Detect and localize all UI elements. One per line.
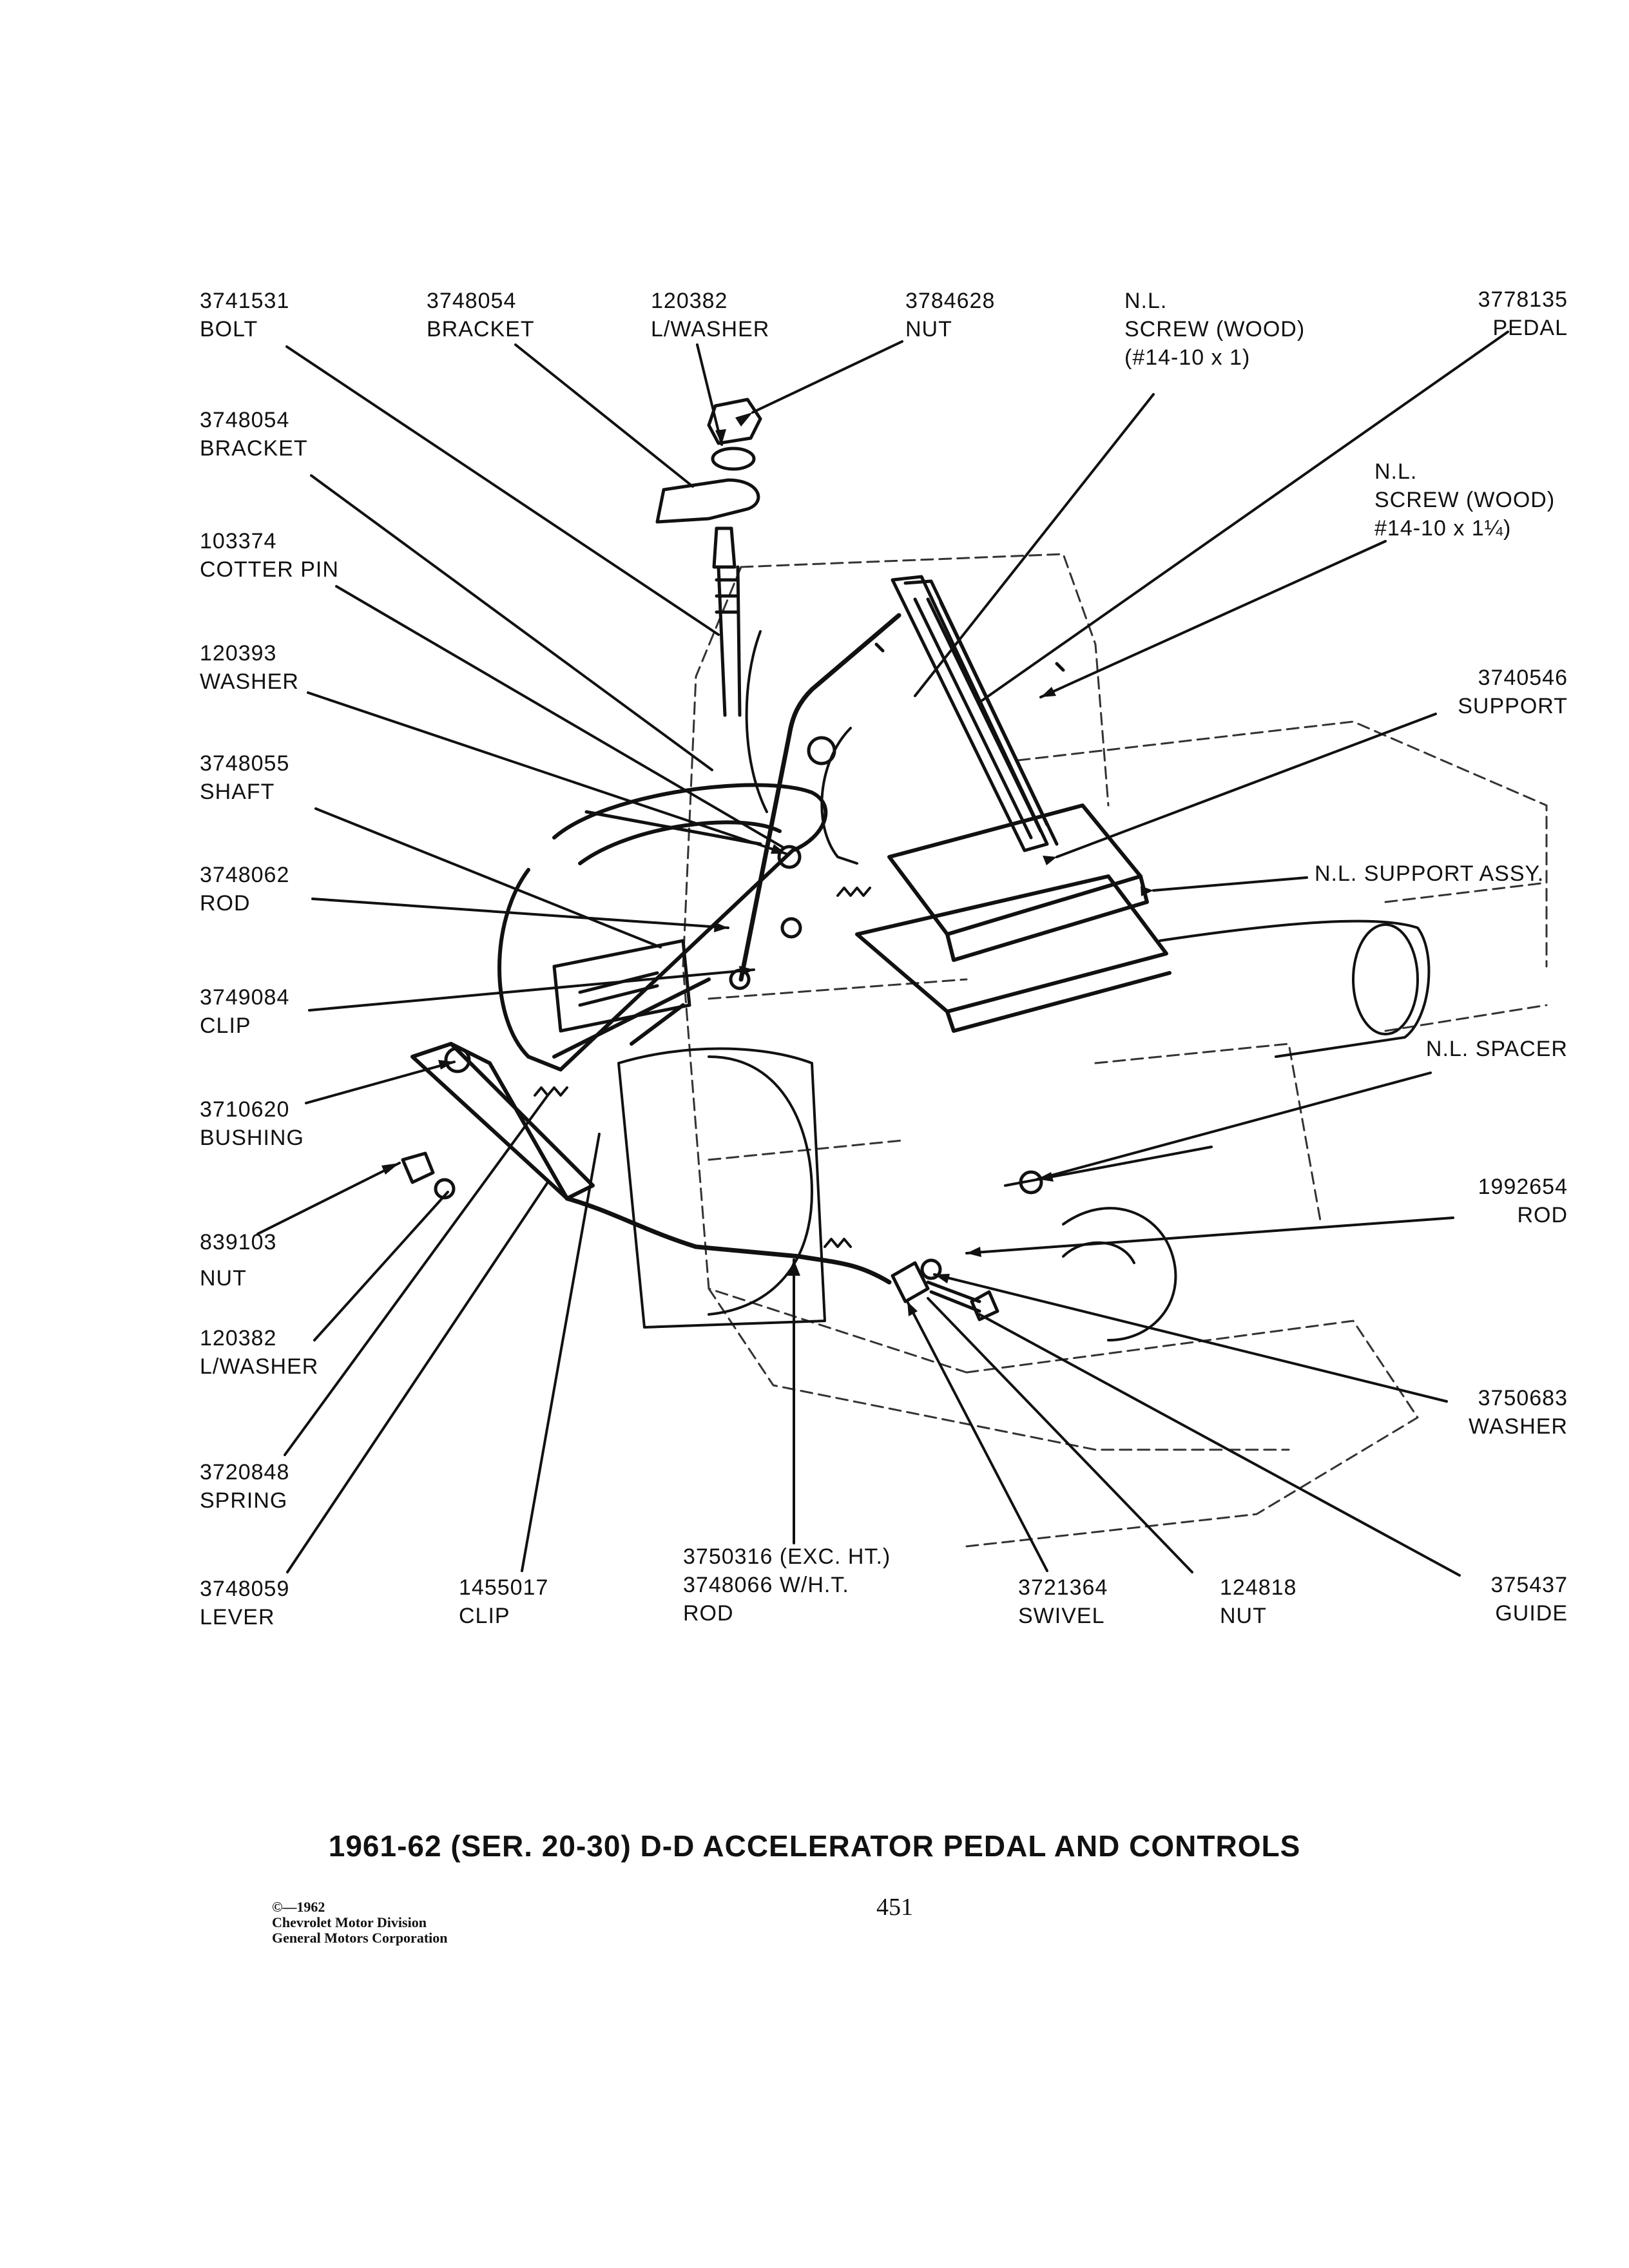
callout-swivel: 3721364 SWIVEL <box>1018 1575 1108 1628</box>
callout-washer-right: 3750683 WASHER <box>1469 1386 1568 1439</box>
page-title: 1961-62 (SER. 20-30) D-D ACCELERATOR PEDAL AND CONTROLS <box>328 1829 1301 1863</box>
leader-lines <box>258 332 1508 1575</box>
callout-rod-left: 3748062 ROD <box>200 863 290 916</box>
swivel-shape <box>892 1263 979 1311</box>
callout-guide: 375437 GUIDE <box>1490 1573 1568 1626</box>
shaft-housing <box>499 785 825 1070</box>
callout-spacer: N.L. SPACER <box>1425 1037 1568 1061</box>
top-bracket <box>657 480 758 522</box>
callout-spring: 3720848 SPRING <box>200 1460 290 1513</box>
callout-lwasher-top: 120382 L/WASHER <box>651 289 770 341</box>
callout-bushing: 3710620 BUSHING <box>200 1097 304 1150</box>
callout-cotter-pin: 103374 COTTER PIN <box>200 529 339 582</box>
callout-shaft: 3748055 SHAFT <box>200 751 290 804</box>
callout-bolt: 3741531 BOLT <box>200 289 290 341</box>
callout-nut-top: 3784628 NUT <box>905 289 996 341</box>
engine-body <box>619 631 1429 1340</box>
page-number: 451 <box>876 1894 913 1921</box>
callout-screw-wood-1: N.L. SCREW (WOOD) (#14-10 x 1) <box>1124 289 1306 370</box>
pedal-shape <box>892 577 1057 850</box>
callout-rod-right: 1992654 ROD <box>1478 1175 1568 1227</box>
callout-support: 3740546 SUPPORT <box>1458 666 1568 718</box>
callout-washer-left: 120393 WASHER <box>200 641 299 694</box>
connecting-rod <box>567 1198 889 1282</box>
callout-nut-left: 839103 NUT <box>200 1230 277 1291</box>
callout-screw-wood-2: N.L. SCREW (WOOD) #14-10 x 1¼) <box>1374 459 1556 541</box>
callout-bracket-left: 3748054 BRACKET <box>200 408 308 461</box>
callout-bracket-top: 3748054 BRACKET <box>427 289 535 341</box>
copyright-notice: ©—1962 Chevrolet Motor Division General Motors Corporation <box>272 1899 448 1946</box>
top-lwasher <box>713 448 754 469</box>
engine-outline <box>683 554 1547 1546</box>
callout-lever: 3748059 LEVER <box>200 1577 290 1629</box>
support-plate <box>857 805 1170 1031</box>
callout-lwasher-left: 120382 L/WASHER <box>200 1326 319 1379</box>
callout-nut-bottom: 124818 NUT <box>1220 1575 1297 1628</box>
callout-rod-bottom: 3750316 (EXC. HT.) 3748066 W/H.T. ROD <box>683 1544 891 1626</box>
callout-pedal: 3778135 PEDAL <box>1478 287 1568 340</box>
callout-support-assy: N.L. SUPPORT ASSY. <box>1315 861 1545 886</box>
callout-clip-bottom: 1455017 CLIP <box>459 1575 549 1628</box>
callout-clip-left: 3749084 CLIP <box>200 985 290 1038</box>
